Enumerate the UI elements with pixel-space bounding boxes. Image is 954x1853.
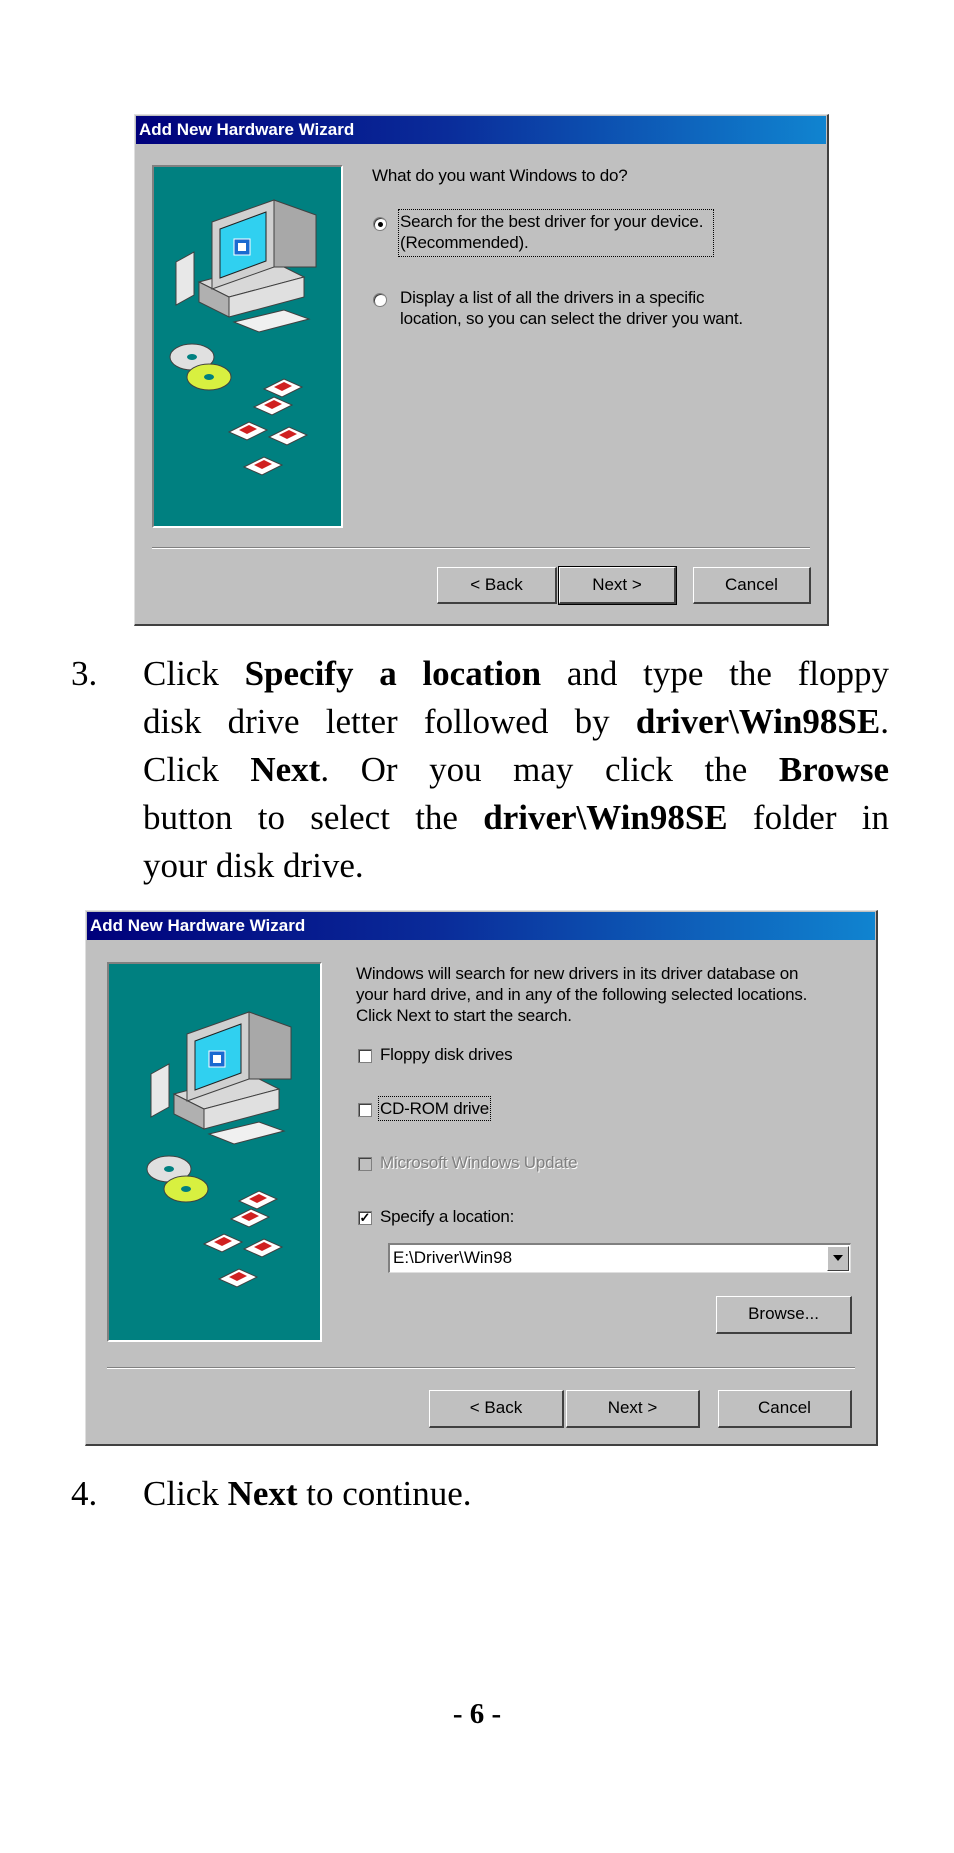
windows-update-checkbox (358, 1157, 372, 1171)
dialog-title-bar[interactable]: Add New Hardware Wizard (87, 912, 875, 940)
cancel-button-label: Cancel (758, 1398, 811, 1417)
location-value: E:\Driver\Win98 (393, 1248, 513, 1267)
cancel-button[interactable] (718, 1390, 852, 1428)
page-number: - 6 - (452, 1698, 502, 1730)
browse-button[interactable] (716, 1296, 852, 1334)
floppy-disk-drives-checkbox[interactable] (358, 1049, 372, 1063)
browse-button-label: Browse... (748, 1304, 819, 1323)
next-button[interactable] (566, 1390, 700, 1428)
specify-location-checkbox[interactable]: ✓ (359, 1210, 371, 1225)
wizard-illustration (152, 165, 343, 528)
display-driver-list-radio[interactable] (373, 293, 387, 307)
next-button-label: Next > (592, 575, 642, 594)
step-4-line: Click Next to continue. (143, 1474, 472, 1513)
step-3-line-1: Click Specify a location and type the floppy (143, 654, 889, 693)
back-button[interactable] (437, 567, 557, 604)
step-3-line-2: disk drive letter followed by driver\Win98SE. (143, 702, 889, 741)
search-best-driver-label[interactable] (400, 211, 712, 255)
search-description-line-1: Windows will search for new drivers in its driver database on (356, 964, 799, 983)
specify-location-label[interactable]: Specify a location: (380, 1207, 515, 1226)
step-3-line-3: Click Next. Or you may click the Browse (143, 750, 890, 789)
wizard-dialog-1 (134, 114, 829, 626)
step-4-paragraph (143, 1470, 889, 1518)
wizard-dialog-2 (85, 910, 878, 1446)
step-3-line-4: button to select the driver\Win98SE folder in (143, 798, 890, 837)
step-3-paragraph (143, 650, 889, 890)
radio-selected-dot (378, 222, 383, 227)
option1-line1: Search for the best driver for your device. (400, 212, 704, 231)
back-button-label: < Back (469, 1398, 523, 1417)
cd-rom-drive-checkbox[interactable] (358, 1103, 372, 1117)
dialog-separator (152, 547, 810, 549)
next-button-label: Next > (607, 1398, 658, 1417)
step-3-number: 3. (71, 654, 98, 693)
dialog-separator (107, 1367, 855, 1369)
search-description-line-3: Click Next to start the search. (356, 1006, 572, 1025)
option2-line1[interactable]: Display a list of all the drivers in a specific (400, 288, 705, 307)
dialog-title-bar[interactable]: Add New Hardware Wizard (136, 116, 826, 144)
cancel-button-label: Cancel (725, 575, 778, 594)
dropdown-arrow-icon[interactable] (827, 1246, 849, 1271)
wizard-prompt: What do you want Windows to do? (372, 166, 628, 185)
location-combobox[interactable] (388, 1243, 851, 1273)
cd-rom-drive-label[interactable]: CD-ROM drive (380, 1099, 490, 1118)
search-description-line-2: your hard drive, and in any of the following selected locations. (356, 985, 808, 1004)
wizard-illustration (107, 962, 322, 1342)
option2-line2[interactable]: location, so you can select the driver you want. (400, 309, 743, 328)
step-3-line-5: your disk drive. (143, 846, 364, 885)
back-button[interactable] (429, 1390, 564, 1428)
windows-update-label: Microsoft Windows Update (380, 1153, 578, 1172)
search-best-driver-radio[interactable] (373, 217, 387, 231)
back-button-label: < Back (470, 575, 523, 594)
floppy-disk-drives-label[interactable]: Floppy disk drives (380, 1045, 513, 1064)
step-4-number: 4. (71, 1474, 98, 1513)
option1-line2: (Recommended). (400, 233, 529, 252)
next-button[interactable] (559, 567, 676, 604)
cancel-button[interactable] (693, 567, 811, 604)
